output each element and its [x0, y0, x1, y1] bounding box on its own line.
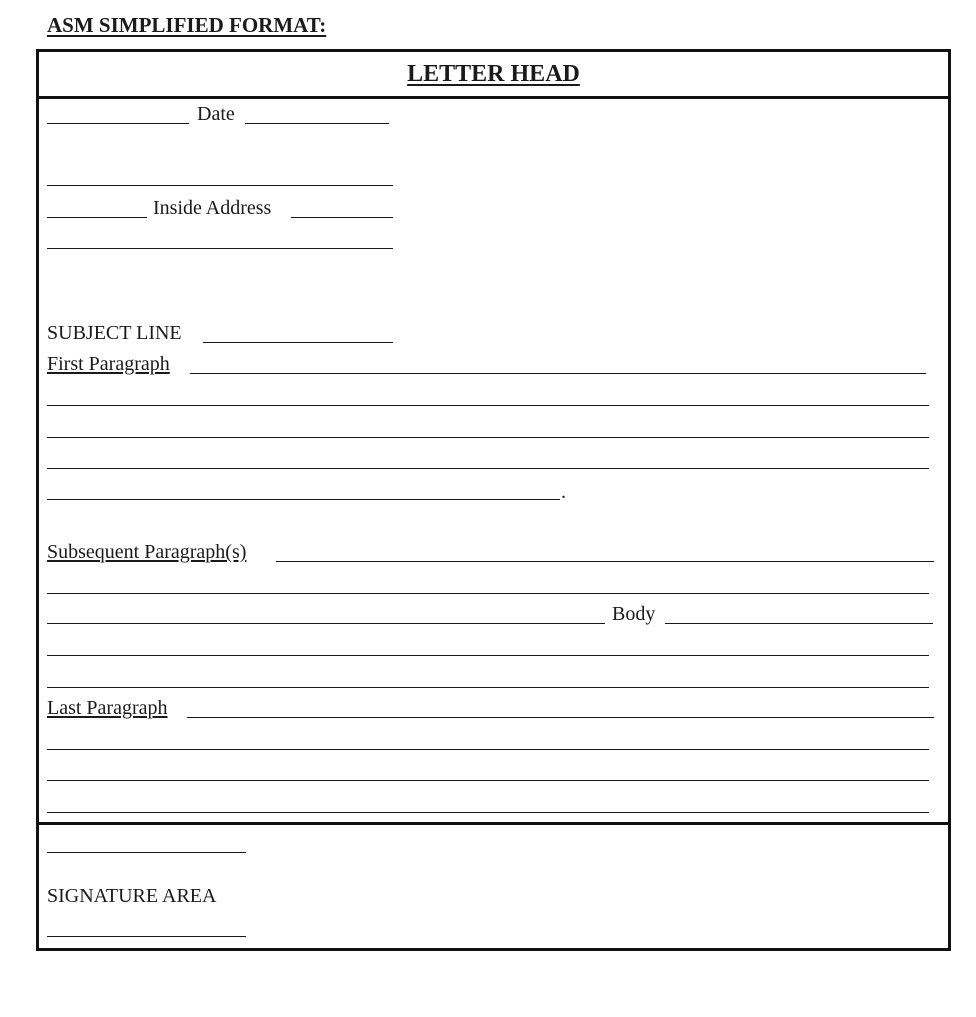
address-line-1 [47, 185, 393, 186]
page-title: ASM SIMPLIFIED FORMAT: [47, 13, 327, 37]
signature-divider [39, 822, 948, 825]
last-paragraph-line-3 [47, 780, 929, 781]
signature-line-bottom [47, 936, 246, 937]
inside-address-label: Inside Address [153, 197, 272, 219]
last-paragraph-label: Last Paragraph [47, 697, 168, 719]
address-line-3 [47, 248, 393, 249]
signature-area-label: SIGNATURE AREA [47, 885, 217, 907]
letterhead-section [39, 52, 948, 99]
first-paragraph-period: . [561, 481, 566, 503]
date-label: Date [197, 103, 235, 125]
first-paragraph-line-3 [47, 437, 929, 438]
subsequent-paragraph-line-5 [47, 687, 929, 688]
last-paragraph-line-1 [187, 717, 934, 718]
body-blank-right [665, 623, 933, 624]
first-paragraph-line-1 [190, 373, 926, 374]
first-paragraph-line-4 [47, 468, 929, 469]
first-paragraph-line-2 [47, 405, 929, 406]
letterhead-label: LETTER HEAD [407, 61, 580, 87]
address-blank-right [291, 217, 393, 218]
first-paragraph-label: First Paragraph [47, 353, 170, 375]
address-blank-left [47, 217, 147, 218]
signature-line-top [47, 852, 246, 853]
body-blank-left [47, 623, 605, 624]
subsequent-paragraphs-label: Subsequent Paragraph(s) [47, 541, 247, 563]
subsequent-paragraph-line-1 [276, 561, 934, 562]
subject-line-label: SUBJECT LINE [47, 322, 182, 344]
body-label: Body [612, 603, 656, 625]
last-paragraph-line-2 [47, 749, 929, 750]
subject-line-blank [203, 342, 393, 343]
first-paragraph-line-5 [47, 499, 560, 500]
last-paragraph-line-4 [47, 812, 929, 813]
subsequent-paragraph-line-4 [47, 655, 929, 656]
subsequent-paragraph-line-2 [47, 593, 929, 594]
